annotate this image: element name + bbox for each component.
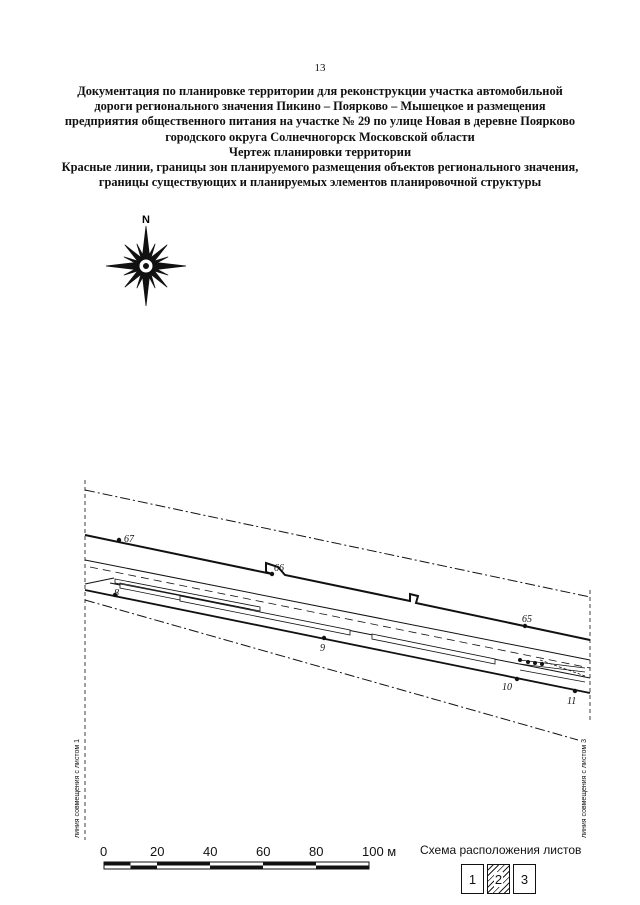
boundary-points [113,538,577,693]
match-line-label-right: линия совмещения с листом 3 [581,738,588,838]
scale-tick-80: 80 [309,844,324,859]
title-line-4: городского округа Солнечногорск Московской области [165,129,475,144]
title-line-1: Документация по планировке территории для реконструкции участка автомобильной [77,84,563,98]
scale-tick-20: 20 [150,844,165,859]
verge-strip [372,634,495,664]
scale-tick-60: 60 [256,844,271,859]
verge-strip [115,579,260,611]
point-67-marker [117,538,121,542]
page-number: 13 [314,62,326,74]
compass-rose-icon [104,224,189,309]
sheet-box-1: 1 [461,864,484,894]
point-11-marker [573,689,577,693]
carriageway-edge-north [85,560,590,660]
junction-point [533,661,537,665]
title-line-6: Красные линии, границы зон планируемого размещения объектов регионального значения, [61,160,579,175]
junction-point [540,662,544,666]
point-label-66: 66 [274,563,284,574]
point-label-8: 8 [114,588,119,599]
compass-north-label: N [142,214,150,226]
sheet-scheme-caption: Схема расположения листов [420,843,582,857]
point-label-65: 65 [522,614,532,625]
scale-tick-0: 0 [100,844,108,859]
scale-bar [104,862,369,869]
red-line-south [85,590,590,693]
point-label-10: 10 [502,682,512,693]
junction-point [518,658,522,662]
scale-tick-40: 40 [203,844,218,859]
point-label-9: 9 [320,643,325,654]
match-line-label-left: линия совмещения с листом 1 [74,738,81,838]
sheet-box-current: 2 [487,864,510,894]
junction-point [526,660,530,664]
drawing-title: Чертеж планировки территории [228,144,412,159]
title-line-3: предприятия общественного питания на участке № 29 по улице Новая в деревне Поярково [64,114,576,129]
point-9-marker [322,636,326,640]
point-label-11: 11 [567,696,577,707]
title-line-2: дороги регионального значения Пикино – Поярково – Мышецкое и размещения [94,99,546,114]
sheet-box-3: 3 [513,864,536,894]
road-centerline [90,567,590,668]
verge-strips [115,579,495,664]
scale-tick-100: 100 м [362,844,397,859]
title-line-7: границы существующих и планируемых элементов планировочной структуры [98,175,542,190]
point-label-67: 67 [124,534,134,545]
point-10-marker [515,677,519,681]
carriageway-curve [85,578,114,584]
verge-strip [180,596,350,635]
